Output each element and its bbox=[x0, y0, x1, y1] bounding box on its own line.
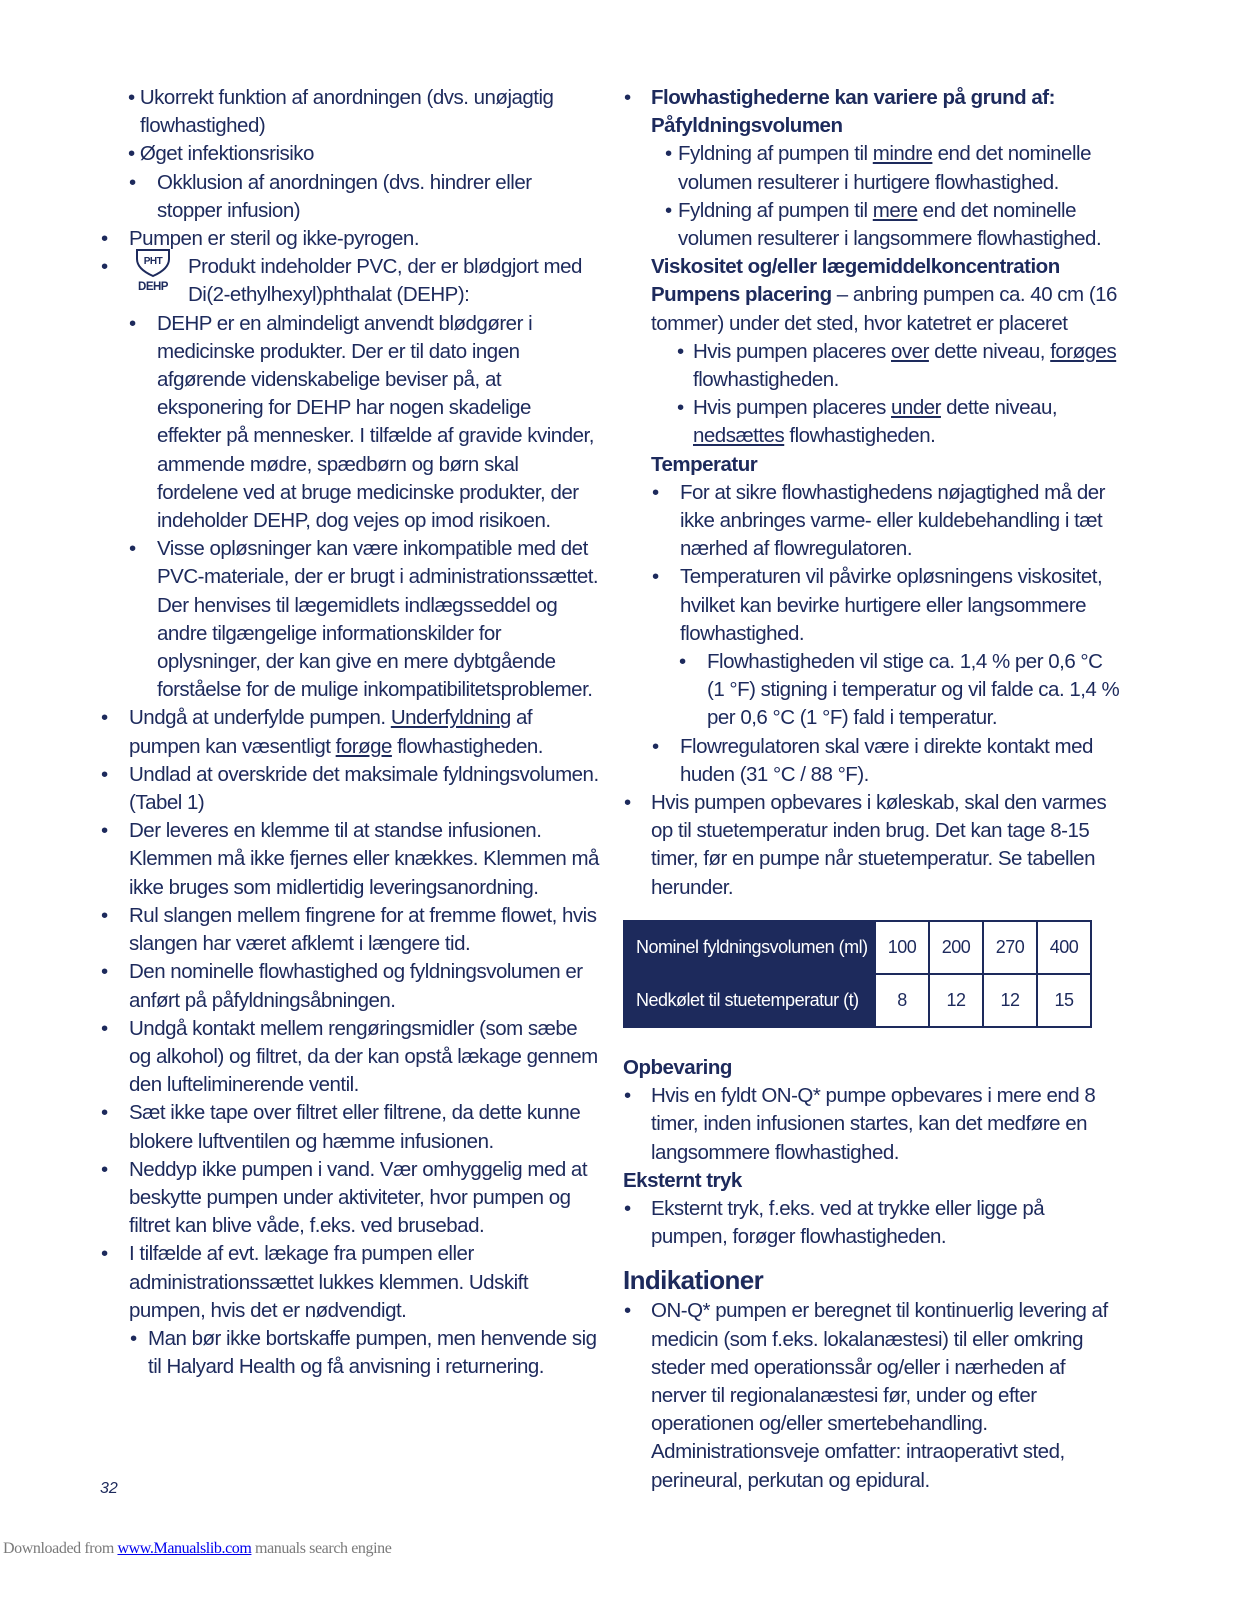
list-item bbox=[623, 1082, 1123, 1167]
list-item bbox=[100, 704, 600, 760]
bullet-icon: • bbox=[101, 227, 108, 251]
table-row bbox=[624, 974, 1091, 1027]
table-header-cell: Nedkølet til stuetemperatur (t) bbox=[624, 974, 875, 1027]
warm-up-table bbox=[623, 920, 1092, 1028]
list-item bbox=[623, 733, 1123, 789]
right-column bbox=[623, 84, 1123, 1495]
heading-indications: Indikationer bbox=[623, 1265, 764, 1296]
list-item-text: Hvis pumpen opbevares i køleskab, skal den varmes op til stuetemperatur inden brug. Det kan tage 8-15 timer, før en pumpe når stuetemperatur. Se tabellen herunder. bbox=[651, 791, 1107, 899]
bullet-icon: • bbox=[101, 762, 108, 786]
list-item bbox=[100, 1015, 600, 1100]
list-item-text: ON-Q* pumpen er beregnet til kontinuerlig levering af medicin (som f.eks. lokalanæstesi) til eller omkring steder med operationssår og/eller i nærheden af nerver til regionalanæstesi før, under og efter operationen og/eller smertebehandling. Administrationsveje omfatter: intraoperativt sted, perineural, perkutan og epidural. bbox=[651, 1299, 1108, 1492]
table-cell: 270 bbox=[983, 921, 1037, 974]
list-item-text: I tilfælde af evt. lækage fra pumpen eller administrationssættet lukkes klemmen. Udskift pumpen, hvis det er nødvendigt. bbox=[129, 1242, 529, 1322]
list-item bbox=[100, 958, 600, 1014]
list-item-text: Flowregulatoren skal være i direkte kontakt med huden (31 °C / 88 °F). bbox=[680, 734, 1093, 786]
subheading-fill-volume: Påfyldningsvolumen bbox=[651, 114, 843, 138]
heading-external-pressure: Eksternt tryk bbox=[623, 1168, 742, 1192]
list-item-text: Rul slangen mellem fingrene for at fremme flowet, hvis slangen har været afklemt i længere tid. bbox=[129, 903, 597, 956]
list-item-text: Eksternt tryk, f.eks. ved at trykke eller ligge på pumpen, forøger flowhastigheden. bbox=[651, 1196, 1045, 1249]
bullet-icon: • bbox=[101, 1242, 108, 1266]
table-cell: 12 bbox=[983, 974, 1037, 1027]
list-item bbox=[100, 310, 600, 536]
list-item bbox=[100, 1099, 600, 1155]
bullet-icon: • bbox=[101, 1101, 108, 1125]
list-item bbox=[623, 197, 1123, 253]
list-item-text: For at sikre flowhastighedens nøjagtighed må der ikke anbringes varme- eller kuldebehandling i tæt nærhed af flowregulatoren. bbox=[680, 480, 1105, 561]
bullet-icon: • bbox=[101, 819, 108, 843]
list-item-heading: Flowhastighederne kan variere på grund af: bbox=[651, 86, 1055, 109]
bullet-icon: • bbox=[677, 339, 684, 363]
table-cell: 100 bbox=[875, 921, 929, 974]
list-item-text: Flowhastigheden vil stige ca. 1,4 % per 0,6 °C (1 °F) stigning i temperatur og vil falde ca. 1,4 % per 0,6 °C (1 °F) fald i temperatur. bbox=[707, 650, 1120, 730]
list-item bbox=[623, 140, 1123, 196]
subheading-temperature: Temperatur bbox=[651, 452, 758, 476]
list-item bbox=[623, 338, 1123, 394]
list-item bbox=[100, 761, 600, 817]
svg-text:PHT: PHT bbox=[143, 256, 163, 268]
bullet-icon: • bbox=[677, 396, 684, 420]
table-header-cell: Nominel fyldningsvolumen (ml) bbox=[624, 921, 875, 974]
bullet-icon: • bbox=[101, 255, 108, 279]
bullet-icon: • bbox=[130, 1326, 137, 1350]
list-item-text: Hvis en fyldt ON-Q* pumpe opbevares i mere end 8 timer, inden infusionen startes, kan det medføre en langsommere flowhastighed. bbox=[651, 1084, 1096, 1164]
list-item-text: flowhastighed) bbox=[140, 114, 266, 138]
list-item-text: • Øget infektionsrisiko bbox=[128, 142, 314, 166]
table-row bbox=[624, 921, 1091, 974]
bullet-icon: • bbox=[624, 1084, 631, 1108]
list-item bbox=[623, 648, 1123, 733]
list-item bbox=[100, 1240, 600, 1325]
list-item-text: Hvis pumpen placeres under dette niveau, nedsættes flowhastigheden. bbox=[693, 396, 1058, 448]
list-item bbox=[100, 169, 600, 225]
list-item bbox=[100, 1156, 600, 1241]
list-item-text: Fyldning af pumpen til mere end det nominelle volumen resulterer i langsommere flowhastighed. bbox=[678, 198, 1102, 251]
bullet-icon: • bbox=[652, 734, 659, 758]
bullet-icon: • bbox=[129, 170, 136, 194]
bullet-icon: • bbox=[624, 1196, 631, 1220]
table-cell: 15 bbox=[1037, 974, 1091, 1027]
list-item bbox=[623, 1195, 1123, 1251]
list-item-text: Undgå kontakt mellem rengøringsmidler (som sæbe og alkohol) og filtret, da der kan opstå lækage gennem den lufteliminerende ventil. bbox=[129, 1016, 598, 1097]
list-item bbox=[100, 225, 600, 253]
bullet-icon: • bbox=[624, 1299, 631, 1323]
list-item bbox=[100, 535, 600, 704]
list-item-text: Produkt indeholder PVC, der er blødgjort med bbox=[188, 255, 582, 279]
list-item-text: Undlad at overskride det maksimale fyldningsvolumen. (Tabel 1) bbox=[129, 762, 599, 815]
list-item-text: • Ukorrekt funktion af anordningen (dvs. unøjagtig bbox=[128, 86, 554, 109]
list-item-text: Fyldning af pumpen til mindre end det nominelle volumen resulterer i hurtigere flowhastighed. bbox=[678, 142, 1091, 194]
list-item-text: Visse opløsninger kan være inkompatible med det PVC-materiale, der er brugt i administrationssættet. Der henvises til lægemidlets indlægsseddel og andre tilgængelige informationskilder for oplysninger, der kan give en mere dybtgående forståelse for de mulige inkompatibilitetsproblemer. bbox=[157, 537, 599, 702]
bullet-icon: • bbox=[679, 650, 686, 674]
page-number: 32 bbox=[100, 1480, 118, 1497]
list-item-text: Den nominelle flowhastighed og fyldningsvolumen er anført på påfyldningsåbningen. bbox=[129, 960, 583, 1012]
list-item bbox=[623, 479, 1123, 564]
list-item bbox=[623, 394, 1123, 450]
list-item bbox=[100, 1325, 600, 1381]
list-item-text: Di(2-ethylhexyl)phthalat (DEHP): bbox=[188, 283, 470, 307]
heading-storage: Opbevaring bbox=[623, 1055, 732, 1079]
svg-text:DEHP: DEHP bbox=[138, 281, 168, 294]
download-footer: Downloaded from www.Manualslib.com manuals search engine bbox=[3, 1540, 392, 1557]
bullet-icon: • bbox=[101, 706, 108, 730]
list-item bbox=[623, 1297, 1123, 1494]
list-item-text: Neddyp ikke pumpen i vand. Vær omhyggelig med at beskytte pumpen under aktiviteter, hvor pumpen og filtret kan blive våde, f.eks. ved brusebad. bbox=[129, 1157, 588, 1238]
bullet-icon: • bbox=[101, 903, 108, 927]
table-cell: 8 bbox=[875, 974, 929, 1027]
bullet-icon: • bbox=[129, 311, 136, 335]
list-item bbox=[100, 84, 600, 140]
list-item-text: Okklusion af anordningen (dvs. hindrer eller stopper infusion) bbox=[157, 170, 532, 222]
bullet-icon: • bbox=[624, 86, 631, 109]
list-item bbox=[100, 253, 600, 309]
bullet-icon: • bbox=[129, 537, 136, 561]
list-item bbox=[100, 817, 600, 902]
manualslib-link[interactable]: www.Manualslib.com bbox=[117, 1540, 252, 1557]
list-item bbox=[100, 140, 600, 168]
list-item-text: Hvis pumpen placeres over dette niveau, forøges flowhastigheden. bbox=[693, 339, 1117, 392]
bullet-icon: • bbox=[101, 960, 108, 984]
list-item-text: Sæt ikke tape over filtret eller filtrene, da dette kunne blokere luftventilen og hæmme infusionen. bbox=[129, 1101, 581, 1153]
pht-dehp-icon bbox=[133, 247, 173, 293]
bullet-icon: • bbox=[665, 198, 672, 222]
bullet-icon: • bbox=[652, 565, 659, 589]
list-item bbox=[623, 84, 1123, 140]
list-item bbox=[100, 902, 600, 958]
list-item-text: Der leveres en klemme til at standse infusionen. Klemmen må ikke fjernes eller knækkes. Klemmen må ikke bruges som midlertidig leveringsanordning. bbox=[129, 819, 599, 899]
bullet-icon: • bbox=[101, 1016, 108, 1040]
bullet-icon: • bbox=[665, 142, 672, 166]
table-cell: 200 bbox=[929, 921, 983, 974]
list-item-text: Man bør ikke bortskaffe pumpen, men henvende sig til Halyard Health og få anvisning i returnering. bbox=[148, 1326, 597, 1379]
list-item bbox=[623, 563, 1123, 648]
list-item-text: Undgå at underfylde pumpen. Underfyldning af pumpen kan væsentligt forøge flowhastigheden. bbox=[129, 706, 543, 758]
bullet-icon: • bbox=[652, 480, 659, 504]
left-column bbox=[100, 84, 600, 1381]
list-item-text: Pumpen er steril og ikke-pyrogen. bbox=[129, 227, 420, 251]
table-cell: 12 bbox=[929, 974, 983, 1027]
table-cell: 400 bbox=[1037, 921, 1091, 974]
bullet-icon: • bbox=[101, 1157, 108, 1181]
list-item bbox=[623, 789, 1123, 902]
pump-placement-text: Pumpens placering – anbring pumpen ca. 40 cm (16 tommer) under det sted, hvor katetret er placeret bbox=[651, 283, 1117, 335]
list-item-text: Temperaturen vil påvirke opløsningens viskositet, hvilket kan bevirke hurtigere eller langsommere flowhastighed. bbox=[680, 565, 1103, 645]
bullet-icon: • bbox=[624, 791, 631, 815]
subheading-viscosity: Viskositet og/eller lægemiddelkoncentration bbox=[651, 255, 1060, 279]
list-item-text: DEHP er en almindeligt anvendt blødgører i medicinske produkter. Der er til dato ingen afgørende videnskabelige beviser på, at eksponering for DEHP har nogen skadelige effekter på mennesker. I tilfælde af gravide kvinder, ammende mødre, spædbørn og børn skal fordelene ved at bruge medicinske produkter, der indeholder DEHP, dog vejes op imod risikoen. bbox=[157, 311, 594, 533]
